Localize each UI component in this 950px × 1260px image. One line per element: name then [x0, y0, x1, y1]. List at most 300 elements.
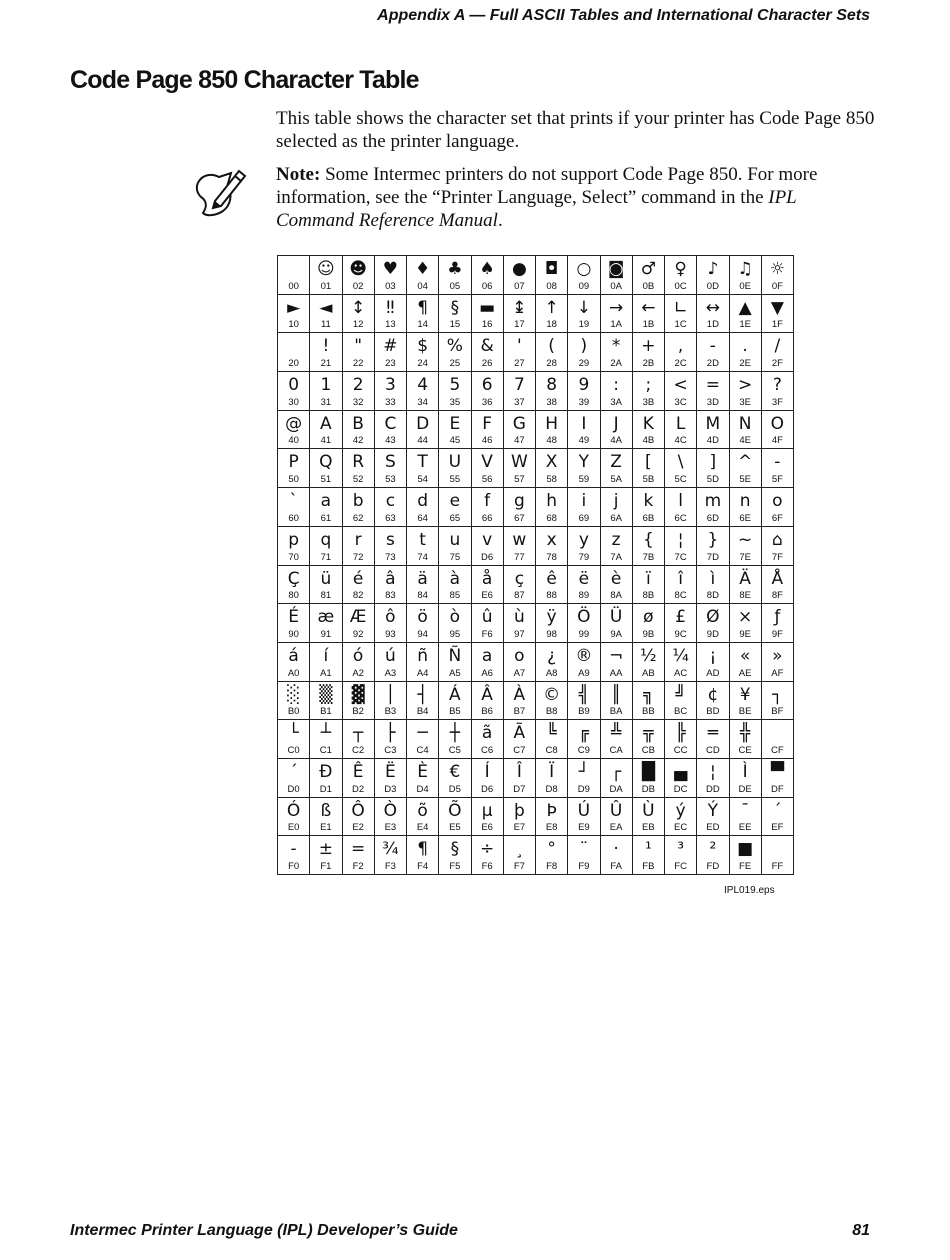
character-glyph: G — [512, 413, 526, 434]
character-glyph: Ù — [642, 800, 655, 821]
character-cell — [374, 758, 406, 797]
character-cell — [439, 836, 471, 875]
hex-code: 34 — [417, 396, 428, 408]
hex-code: 55 — [449, 474, 461, 486]
hex-code: B2 — [352, 706, 364, 718]
character-glyph: Ô — [351, 800, 365, 821]
character-cell — [439, 488, 471, 527]
character-glyph: ♫ — [737, 259, 753, 279]
character-glyph: r — [354, 529, 362, 550]
character-glyph: t — [419, 529, 426, 550]
hex-code: FF — [771, 861, 784, 872]
character-glyph: ♠ — [479, 259, 495, 279]
character-glyph: È — [417, 761, 428, 782]
hex-code: F2 — [352, 861, 364, 872]
character-cell — [697, 565, 729, 604]
character-glyph: - — [774, 452, 781, 473]
character-glyph: > — [738, 375, 753, 396]
character-glyph: ; — [645, 375, 652, 396]
hex-code: E3 — [384, 822, 397, 834]
hex-code: 0A — [610, 280, 622, 292]
hex-code: 01 — [320, 280, 332, 292]
character-cell — [310, 333, 342, 372]
hex-code: 14 — [417, 319, 428, 331]
character-cell — [761, 526, 793, 565]
character-glyph: a — [320, 491, 332, 512]
character-cell — [729, 797, 761, 836]
footer-title: Intermec Printer Language (IPL) Developer’s Guide — [70, 1222, 458, 1239]
character-glyph: ÷ — [480, 839, 495, 860]
hex-code: 2B — [642, 358, 655, 370]
hex-code: 94 — [417, 628, 428, 640]
hex-code: FE — [739, 861, 752, 872]
character-glyph: g — [513, 491, 525, 512]
character-glyph: + — [641, 336, 656, 357]
hex-code: 19 — [578, 319, 590, 331]
character-glyph: ╣ — [578, 684, 589, 705]
character-glyph: ± — [318, 839, 333, 860]
character-glyph: ┌ — [611, 761, 622, 782]
character-glyph: w — [512, 529, 527, 550]
hex-code: D4 — [416, 783, 429, 795]
hex-code: 4F — [771, 435, 783, 447]
table-row — [278, 565, 794, 604]
hex-code: 15 — [449, 319, 461, 331]
hex-code: 5F — [771, 474, 783, 486]
character-glyph: » — [772, 645, 783, 666]
character-cell — [310, 449, 342, 488]
hex-code: 60 — [288, 512, 299, 524]
character-glyph: c — [385, 491, 396, 512]
character-cell — [536, 410, 568, 449]
character-glyph: % — [446, 336, 463, 357]
hex-code: 98 — [546, 628, 557, 640]
character-glyph: J — [613, 413, 619, 434]
character-glyph: Á — [449, 684, 461, 705]
character-glyph: ■ — [737, 839, 754, 860]
hex-code: 6E — [739, 512, 751, 524]
hex-code: 65 — [449, 512, 461, 524]
character-cell — [407, 642, 439, 681]
character-glyph: │ — [385, 684, 396, 705]
character-glyph: × — [738, 607, 753, 628]
hex-code: 82 — [352, 590, 364, 602]
hex-code: 59 — [578, 474, 590, 486]
table-row — [278, 372, 794, 411]
hex-code: 46 — [481, 435, 493, 447]
character-glyph: ↕ — [351, 297, 366, 318]
character-glyph: ö — [417, 607, 428, 628]
character-cell — [761, 449, 793, 488]
hex-code: 70 — [288, 551, 299, 563]
hex-code: FC — [674, 861, 687, 872]
table-row — [278, 642, 794, 681]
character-cell — [278, 294, 310, 333]
character-cell — [342, 526, 374, 565]
character-cell — [600, 449, 632, 488]
hex-code: 95 — [449, 628, 461, 640]
hex-code: C2 — [352, 744, 365, 756]
character-glyph: â — [385, 568, 396, 589]
character-cell — [407, 720, 439, 759]
character-cell — [471, 256, 503, 295]
table-row — [278, 681, 794, 720]
hex-code: 8A — [610, 590, 622, 602]
character-glyph: ¾ — [382, 839, 399, 860]
hex-code: 67 — [514, 512, 525, 524]
character-cell — [729, 565, 761, 604]
character-cell — [503, 681, 535, 720]
character-cell — [503, 720, 535, 759]
character-cell — [503, 294, 535, 333]
character-glyph: v — [482, 529, 493, 550]
character-cell — [536, 797, 568, 836]
hex-code: E7 — [513, 822, 526, 834]
character-cell — [536, 642, 568, 681]
character-cell — [632, 836, 664, 875]
table-row — [278, 526, 794, 565]
character-cell — [729, 681, 761, 720]
hex-code: 4C — [674, 435, 687, 447]
character-cell — [310, 681, 342, 720]
character-cell — [697, 294, 729, 333]
hex-code: F7 — [513, 861, 525, 872]
hex-code: 02 — [352, 280, 364, 292]
hex-code: DD — [706, 783, 720, 795]
character-cell — [374, 836, 406, 875]
hex-code: 4D — [706, 435, 719, 447]
character-cell — [568, 720, 600, 759]
hex-code: BF — [771, 706, 784, 718]
hex-code: E5 — [449, 822, 461, 834]
character-cell — [761, 488, 793, 527]
hex-code: E2 — [352, 822, 364, 834]
hex-code: A4 — [416, 667, 429, 679]
character-glyph: 2 — [352, 375, 364, 396]
character-cell — [439, 294, 471, 333]
hex-code: C5 — [448, 744, 461, 756]
character-cell — [278, 758, 310, 797]
character-glyph: ► — [287, 297, 301, 318]
hex-code: 61 — [320, 512, 332, 524]
hex-code: E1 — [320, 822, 332, 834]
character-cell — [568, 449, 600, 488]
character-cell — [407, 449, 439, 488]
character-glyph: Ë — [385, 761, 396, 782]
hex-code: 77 — [514, 551, 525, 563]
section-title: Code Page 850 Character Table — [70, 66, 419, 94]
hex-code: 32 — [352, 396, 364, 408]
table-row — [278, 604, 794, 643]
table-row — [278, 797, 794, 836]
character-glyph: m — [704, 491, 722, 512]
character-glyph: à — [449, 568, 461, 589]
hex-code: AF — [771, 667, 784, 679]
character-cell — [374, 372, 406, 411]
character-glyph: 6 — [481, 375, 493, 396]
hex-code: 33 — [385, 396, 396, 408]
character-glyph: ¦ — [710, 761, 716, 782]
character-cell — [665, 488, 697, 527]
character-glyph: ½ — [640, 645, 657, 666]
character-cell — [374, 642, 406, 681]
hex-code: 68 — [546, 512, 557, 524]
character-cell — [665, 410, 697, 449]
hex-code: D2 — [352, 783, 365, 795]
hex-code: C0 — [287, 744, 300, 756]
character-cell — [761, 720, 793, 759]
character-glyph: ( — [548, 336, 555, 357]
character-glyph: ² — [709, 839, 717, 860]
character-glyph: H — [545, 413, 559, 434]
character-glyph: o — [772, 491, 783, 512]
character-glyph: T — [417, 452, 428, 473]
character-glyph: " — [354, 336, 363, 357]
hex-code: CE — [738, 744, 752, 756]
hex-code: 42 — [352, 435, 364, 447]
character-cell — [342, 797, 374, 836]
character-cell — [439, 256, 471, 295]
character-glyph: - — [290, 839, 297, 860]
character-cell — [568, 488, 600, 527]
character-cell — [729, 758, 761, 797]
hex-code: 48 — [546, 435, 557, 447]
character-glyph: x — [546, 529, 557, 550]
character-glyph: ¶ — [417, 297, 429, 318]
character-cell — [342, 642, 374, 681]
hex-code: B4 — [416, 706, 429, 718]
character-cell — [342, 681, 374, 720]
character-cell — [310, 565, 342, 604]
hex-code: 2C — [674, 358, 687, 370]
hex-code: B6 — [481, 706, 493, 718]
table-row — [278, 758, 794, 797]
character-cell — [729, 526, 761, 565]
character-glyph: b — [352, 491, 364, 512]
character-glyph: ) — [580, 336, 588, 357]
character-cell — [374, 256, 406, 295]
hex-code: 97 — [514, 628, 525, 640]
character-glyph: ○ — [576, 259, 592, 279]
character-glyph: f — [484, 491, 491, 512]
character-cell — [471, 758, 503, 797]
character-cell — [568, 836, 600, 875]
hex-code: BC — [674, 706, 688, 718]
character-glyph: ♀ — [674, 259, 687, 279]
character-cell — [278, 604, 310, 643]
character-cell — [665, 449, 697, 488]
character-glyph: ┤ — [417, 684, 428, 705]
character-cell — [600, 720, 632, 759]
character-glyph: é — [352, 568, 364, 589]
character-cell — [536, 681, 568, 720]
hex-code: 89 — [578, 590, 590, 602]
hex-code: 74 — [417, 551, 428, 563]
character-glyph: 5 — [449, 375, 461, 396]
hex-code: 2E — [739, 358, 751, 370]
character-glyph: ┬ — [353, 723, 364, 744]
character-glyph: @ — [285, 413, 303, 434]
character-glyph: , — [677, 336, 684, 357]
character-cell — [439, 333, 471, 372]
character-cell — [503, 797, 535, 836]
hex-code: 9C — [674, 628, 687, 640]
character-cell — [278, 642, 310, 681]
hex-code: F3 — [384, 861, 396, 872]
character-cell — [439, 642, 471, 681]
hex-code: 6B — [642, 512, 655, 524]
character-glyph: - — [709, 336, 716, 357]
character-glyph: ├ — [385, 723, 396, 744]
hex-code: 7D — [706, 551, 719, 563]
hex-code: 7A — [610, 551, 622, 563]
character-cell — [310, 758, 342, 797]
character-glyph: ' — [517, 336, 522, 357]
character-glyph: k — [643, 491, 654, 512]
character-glyph: £ — [675, 607, 687, 628]
hex-code: 88 — [546, 590, 557, 602]
hex-code: FB — [642, 861, 655, 872]
character-glyph: ] — [709, 452, 717, 473]
hex-code: EA — [609, 822, 623, 834]
character-cell — [536, 294, 568, 333]
character-glyph: ╝ — [675, 684, 686, 705]
character-cell — [729, 720, 761, 759]
character-glyph: \ — [677, 452, 684, 473]
hex-code: 39 — [578, 396, 590, 408]
character-cell — [729, 372, 761, 411]
character-glyph: e — [449, 491, 461, 512]
hex-code: 44 — [417, 435, 428, 447]
character-glyph: # — [383, 336, 398, 357]
character-glyph: R — [352, 452, 365, 473]
hex-code: 72 — [352, 551, 364, 563]
hex-code: 5D — [706, 474, 719, 486]
character-glyph: ┴ — [320, 723, 331, 744]
hex-code: 1A — [610, 319, 622, 331]
character-glyph: Z — [610, 452, 622, 473]
character-glyph: ¨ — [579, 839, 589, 860]
character-cell — [374, 720, 406, 759]
manual-reference: IPL Command Reference Manual — [276, 187, 797, 231]
character-cell — [665, 256, 697, 295]
character-glyph: W — [510, 452, 528, 473]
character-glyph: o — [514, 645, 525, 666]
character-glyph: ▒ — [319, 684, 333, 705]
character-glyph: Å — [771, 568, 784, 589]
character-cell — [310, 488, 342, 527]
hex-code: 6F — [771, 512, 783, 524]
character-glyph: Ï — [549, 761, 555, 782]
character-cell — [342, 836, 374, 875]
character-cell — [503, 642, 535, 681]
character-cell — [471, 642, 503, 681]
character-glyph: ï — [646, 568, 651, 589]
character-glyph: Õ — [448, 800, 462, 821]
hex-code: 03 — [385, 280, 396, 292]
hex-code: 00 — [288, 280, 299, 292]
hex-code: 1E — [739, 319, 751, 331]
character-glyph: n — [739, 491, 751, 512]
hex-code: 49 — [578, 435, 590, 447]
hex-code: B9 — [578, 706, 590, 718]
character-glyph: ┘ — [578, 761, 589, 782]
hex-code: 6A — [610, 512, 622, 524]
character-glyph: µ — [481, 800, 493, 821]
character-cell — [729, 333, 761, 372]
character-glyph: ý — [675, 800, 686, 821]
figure-id: IPL019.eps — [724, 885, 775, 896]
hex-code: D5 — [448, 783, 461, 795]
character-glyph: M — [705, 413, 721, 434]
character-cell — [665, 333, 697, 372]
hex-code: CF — [771, 744, 784, 756]
character-glyph: ∟ — [673, 297, 688, 318]
character-glyph: = — [351, 839, 366, 860]
character-cell — [471, 410, 503, 449]
hex-code: A1 — [320, 667, 332, 679]
hex-code: 63 — [385, 512, 396, 524]
hex-code: CA — [609, 744, 623, 756]
character-cell — [729, 410, 761, 449]
character-cell — [729, 294, 761, 333]
hex-code: CC — [673, 744, 688, 756]
character-glyph: $ — [417, 336, 429, 357]
character-glyph: O — [770, 413, 785, 434]
character-cell — [761, 836, 793, 875]
character-cell — [374, 797, 406, 836]
hex-code: 29 — [578, 358, 590, 370]
character-cell — [471, 836, 503, 875]
character-glyph: ‼ — [386, 297, 395, 318]
character-cell — [697, 642, 729, 681]
hex-code: 99 — [578, 628, 590, 640]
character-glyph: ░ — [287, 684, 301, 705]
character-cell — [374, 488, 406, 527]
character-cell — [600, 333, 632, 372]
hex-code: 0E — [739, 280, 751, 292]
character-glyph: ß — [320, 800, 332, 821]
character-cell — [536, 256, 568, 295]
character-glyph: E — [449, 413, 461, 434]
hex-code: F6 — [481, 861, 493, 872]
character-cell — [310, 372, 342, 411]
character-cell — [600, 681, 632, 720]
character-glyph: < — [673, 375, 688, 396]
character-cell — [665, 836, 697, 875]
hex-code: 30 — [288, 396, 299, 408]
character-cell — [407, 565, 439, 604]
character-glyph: ¬ — [609, 645, 624, 666]
hex-code: D3 — [384, 783, 397, 795]
character-cell — [632, 488, 664, 527]
character-cell — [729, 604, 761, 643]
character-glyph: õ — [417, 800, 428, 821]
character-cell — [310, 720, 342, 759]
hex-code: 54 — [417, 474, 428, 486]
character-cell — [278, 410, 310, 449]
hex-code: E6 — [481, 590, 493, 602]
character-cell — [697, 410, 729, 449]
character-glyph: ♥ — [382, 259, 398, 279]
character-glyph: « — [739, 645, 751, 666]
character-glyph: K — [642, 413, 654, 434]
character-cell — [697, 488, 729, 527]
character-glyph: § — [450, 839, 460, 860]
character-glyph: 1 — [320, 375, 332, 396]
hex-code: 22 — [352, 358, 364, 370]
character-cell — [342, 449, 374, 488]
